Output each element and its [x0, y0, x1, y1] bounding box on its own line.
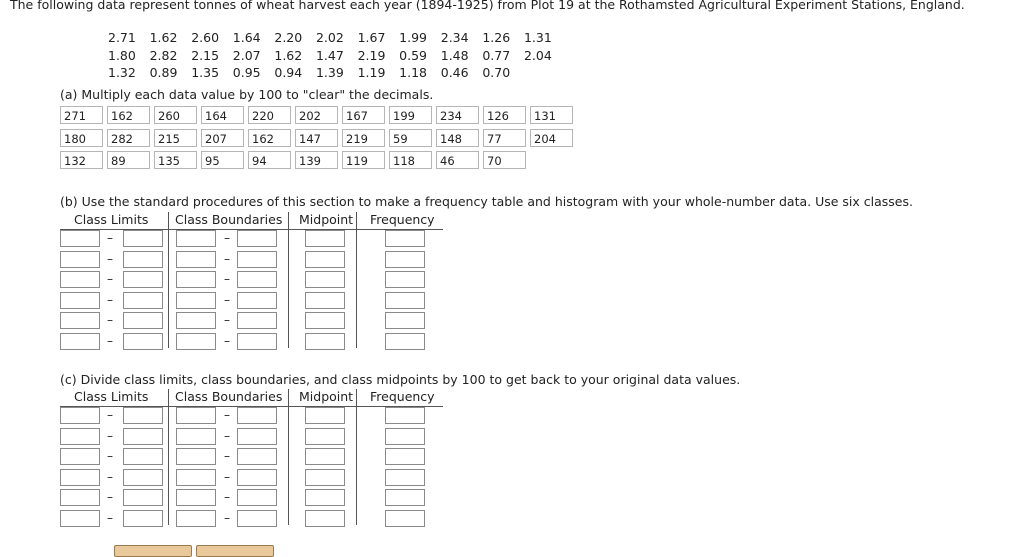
frequency-header: Frequency — [370, 212, 435, 227]
frequency-input[interactable] — [385, 292, 425, 309]
raw-data-value: 1.32 — [108, 65, 136, 80]
upper-limit-input[interactable] — [123, 448, 163, 465]
lower-limit-input[interactable] — [60, 333, 100, 350]
raw-data-value: 1.35 — [191, 65, 220, 80]
raw-data-value: 1.39 — [315, 65, 344, 80]
raw-data-value: 1.31 — [523, 30, 552, 45]
lower-limit-input[interactable] — [60, 312, 100, 329]
class-limits-header: Class Limits — [74, 389, 149, 404]
scaled-row — [60, 151, 577, 173]
frequency-input[interactable] — [385, 407, 425, 424]
frequency-input[interactable] — [385, 428, 425, 445]
frequency-input[interactable] — [385, 312, 425, 329]
column-divider — [288, 389, 289, 525]
part-a-grid — [60, 106, 577, 174]
upper-boundary-input[interactable] — [237, 333, 277, 350]
lower-boundary-input[interactable] — [176, 510, 216, 527]
upper-boundary-input[interactable] — [237, 469, 277, 486]
scaled-value-input[interactable]: 180 — [60, 129, 103, 147]
next-button[interactable] — [114, 545, 192, 557]
scaled-value-input[interactable]: 282 — [107, 129, 150, 147]
raw-data-value: 1.80 — [108, 47, 136, 63]
range-dash: – — [107, 428, 113, 443]
lower-boundary-input[interactable] — [176, 333, 216, 350]
raw-data-value: 2.34 — [440, 30, 469, 45]
midpoint-header: Midpoint — [299, 212, 354, 227]
scaled-value-input[interactable]: 207 — [201, 129, 244, 147]
scaled-value-input[interactable]: 119 — [342, 151, 385, 169]
midpoint-input[interactable] — [305, 333, 345, 350]
raw-data-value: 1.64 — [232, 30, 261, 45]
lower-boundary-input[interactable] — [176, 251, 216, 268]
lower-limit-input[interactable] — [60, 510, 100, 527]
scaled-value-input[interactable]: 126 — [483, 106, 526, 124]
raw-data-value: 0.94 — [274, 65, 303, 80]
scaled-value-input[interactable]: 162 — [107, 106, 150, 124]
scaled-value-input[interactable]: 202 — [295, 106, 338, 124]
scaled-value-input[interactable]: 89 — [107, 151, 150, 169]
part-a-prompt: (a) Multiply each data value by 100 to "clear" the decimals. — [60, 87, 434, 102]
upper-limit-input[interactable] — [123, 407, 163, 424]
range-dash: – — [224, 272, 230, 286]
raw-data-row — [108, 29, 566, 47]
frequency-input[interactable] — [385, 230, 425, 247]
range-dash: – — [224, 510, 230, 525]
raw-data-value: 1.62 — [149, 30, 178, 45]
lower-boundary-input[interactable] — [176, 230, 216, 247]
range-dash: – — [224, 313, 230, 327]
class-boundaries-header: Class Boundaries — [175, 389, 283, 404]
scaled-value-input[interactable]: 220 — [248, 106, 291, 124]
frequency-input[interactable] — [385, 469, 425, 486]
raw-data-value: 2.20 — [274, 30, 303, 45]
raw-data-value: 0.95 — [232, 65, 261, 80]
part-b-prompt: (b) Use the standard procedures of this section to make a frequency table and histogram with your whole-number data. Use six classes. — [60, 194, 913, 209]
range-dash: – — [224, 292, 230, 307]
frequency-input[interactable] — [385, 510, 425, 527]
scaled-row — [60, 106, 577, 128]
range-dash: – — [107, 469, 113, 484]
scaled-value-input[interactable]: 204 — [530, 129, 573, 147]
scaled-value-input[interactable]: 132 — [60, 151, 103, 169]
column-divider — [288, 212, 289, 348]
scaled-value-input[interactable]: 219 — [342, 129, 385, 147]
raw-data-value: 2.07 — [232, 47, 261, 63]
scaled-value-input[interactable]: 199 — [389, 106, 432, 124]
range-dash: – — [224, 469, 230, 484]
upper-boundary-input[interactable] — [237, 510, 277, 527]
scaled-value-input[interactable]: 148 — [436, 129, 479, 147]
column-divider — [168, 389, 169, 525]
raw-data-row — [108, 47, 566, 65]
upper-limit-input[interactable] — [123, 428, 163, 445]
upper-limit-input[interactable] — [123, 510, 163, 527]
raw-data-value: 1.26 — [482, 30, 511, 45]
scaled-value-input[interactable]: 234 — [436, 106, 479, 124]
midpoint-input[interactable] — [305, 251, 345, 268]
midpoint-input[interactable] — [305, 428, 345, 445]
part-c-prompt: (c) Divide class limits, class boundaries, and class midpoints by 100 to get back to your original data values. — [60, 372, 741, 387]
range-dash: – — [224, 231, 230, 245]
range-dash: – — [107, 333, 113, 348]
scaled-value-input[interactable]: 118 — [389, 151, 432, 169]
upper-boundary-input[interactable] — [237, 271, 277, 288]
midpoint-input[interactable] — [305, 292, 345, 309]
frequency-input[interactable] — [385, 251, 425, 268]
lower-limit-input[interactable] — [60, 448, 100, 465]
midpoint-header: Midpoint — [299, 389, 354, 404]
scaled-value-input[interactable]: 147 — [295, 129, 338, 147]
frequency-input[interactable] — [385, 489, 425, 506]
lower-limit-input[interactable] — [60, 271, 100, 288]
upper-boundary-input[interactable] — [237, 251, 277, 268]
raw-data-value: 2.15 — [191, 47, 220, 63]
lower-limit-input[interactable] — [60, 407, 100, 424]
scaled-value-input[interactable]: 139 — [295, 151, 338, 169]
upper-limit-input[interactable] — [123, 469, 163, 486]
raw-data-value: 2.02 — [315, 30, 344, 45]
range-dash: – — [224, 408, 230, 422]
raw-data-value: 0.46 — [440, 65, 469, 80]
frequency-header: Frequency — [370, 389, 435, 404]
raw-data-value: 1.19 — [357, 65, 386, 80]
scaled-value-input[interactable]: 94 — [248, 151, 291, 169]
lower-boundary-input[interactable] — [176, 448, 216, 465]
lower-limit-input[interactable] — [60, 469, 100, 486]
submit-button[interactable] — [196, 545, 274, 557]
intro-text: The following data represent tonnes of wheat harvest each year (1894-1925) from Plot 19 at the Rothamsted Agricultural Experiment Stations, England. — [10, 0, 965, 12]
upper-limit-input[interactable] — [123, 251, 163, 268]
range-dash: – — [107, 408, 113, 422]
range-dash: – — [224, 428, 230, 443]
raw-data-value: 2.71 — [108, 30, 136, 45]
frequency-input[interactable] — [385, 271, 425, 288]
upper-limit-input[interactable] — [123, 333, 163, 350]
midpoint-input[interactable] — [305, 312, 345, 329]
class-limits-header: Class Limits — [74, 212, 149, 227]
raw-data-value: 2.19 — [357, 47, 386, 63]
upper-boundary-input[interactable] — [237, 230, 277, 247]
range-dash: – — [107, 449, 113, 463]
midpoint-input[interactable] — [305, 448, 345, 465]
scaled-value-input[interactable]: 215 — [154, 129, 197, 147]
midpoint-input[interactable] — [305, 271, 345, 288]
lower-limit-input[interactable] — [60, 292, 100, 309]
upper-boundary-input[interactable] — [237, 407, 277, 424]
scaled-value-input[interactable]: 131 — [530, 106, 573, 124]
raw-data-value: 1.99 — [399, 30, 427, 45]
raw-data-value: 2.82 — [149, 47, 178, 63]
raw-data-value: 1.67 — [357, 30, 386, 45]
lower-limit-input[interactable] — [60, 230, 100, 247]
lower-limit-input[interactable] — [60, 489, 100, 506]
scaled-value-input[interactable]: 95 — [201, 151, 244, 169]
upper-boundary-input[interactable] — [237, 489, 277, 506]
column-divider — [356, 389, 357, 525]
lower-boundary-input[interactable] — [176, 292, 216, 309]
range-dash: – — [224, 449, 230, 463]
midpoint-input[interactable] — [305, 230, 345, 247]
midpoint-input[interactable] — [305, 489, 345, 506]
raw-data-value: 0.70 — [482, 65, 511, 80]
frequency-input[interactable] — [385, 333, 425, 350]
range-dash: – — [224, 490, 230, 504]
scaled-value-input[interactable]: 77 — [483, 129, 526, 147]
range-dash: – — [107, 292, 113, 307]
lower-limit-input[interactable] — [60, 251, 100, 268]
upper-boundary-input[interactable] — [237, 448, 277, 465]
raw-data-value: 2.04 — [523, 47, 552, 63]
scaled-value-input[interactable]: 260 — [154, 106, 197, 124]
frequency-input[interactable] — [385, 448, 425, 465]
lower-boundary-input[interactable] — [176, 489, 216, 506]
scaled-value-input[interactable]: 162 — [248, 129, 291, 147]
raw-data-block — [108, 29, 566, 82]
lower-boundary-input[interactable] — [176, 312, 216, 329]
range-dash: – — [107, 313, 113, 327]
scaled-value-input[interactable]: 271 — [60, 106, 103, 124]
raw-data-value: 1.47 — [315, 47, 344, 63]
range-dash: – — [107, 490, 113, 504]
scaled-row — [60, 129, 577, 151]
upper-boundary-input[interactable] — [237, 428, 277, 445]
raw-data-value: 0.77 — [482, 47, 511, 63]
scaled-value-input[interactable]: 135 — [154, 151, 197, 169]
lower-boundary-input[interactable] — [176, 271, 216, 288]
raw-data-value: 1.48 — [440, 47, 469, 63]
upper-limit-input[interactable] — [123, 230, 163, 247]
range-dash: – — [107, 510, 113, 525]
midpoint-input[interactable] — [305, 407, 345, 424]
upper-limit-input[interactable] — [123, 292, 163, 309]
lower-limit-input[interactable] — [60, 428, 100, 445]
raw-data-value: 0.89 — [149, 65, 178, 80]
upper-limit-input[interactable] — [123, 489, 163, 506]
range-dash: – — [107, 231, 113, 245]
raw-data-value: 0.59 — [399, 47, 427, 63]
midpoint-input[interactable] — [305, 510, 345, 527]
class-boundaries-header: Class Boundaries — [175, 212, 283, 227]
upper-boundary-input[interactable] — [237, 312, 277, 329]
range-dash: – — [107, 251, 113, 266]
upper-limit-input[interactable] — [123, 312, 163, 329]
column-divider — [168, 212, 169, 348]
scaled-value-input[interactable]: 167 — [342, 106, 385, 124]
scaled-value-input[interactable]: 46 — [436, 151, 479, 169]
scaled-value-input[interactable]: 59 — [389, 129, 432, 147]
lower-boundary-input[interactable] — [176, 428, 216, 445]
raw-data-value: 1.62 — [274, 47, 303, 63]
raw-data-row — [108, 64, 566, 82]
lower-boundary-input[interactable] — [176, 469, 216, 486]
scaled-value-input[interactable]: 164 — [201, 106, 244, 124]
range-dash: – — [107, 272, 113, 286]
lower-boundary-input[interactable] — [176, 407, 216, 424]
midpoint-input[interactable] — [305, 469, 345, 486]
column-divider — [356, 212, 357, 348]
raw-data-value: 1.18 — [399, 65, 427, 80]
range-dash: – — [224, 333, 230, 348]
raw-data-value: 2.60 — [191, 30, 220, 45]
range-dash: – — [224, 251, 230, 266]
scaled-value-input[interactable]: 70 — [483, 151, 526, 169]
upper-limit-input[interactable] — [123, 271, 163, 288]
upper-boundary-input[interactable] — [237, 292, 277, 309]
